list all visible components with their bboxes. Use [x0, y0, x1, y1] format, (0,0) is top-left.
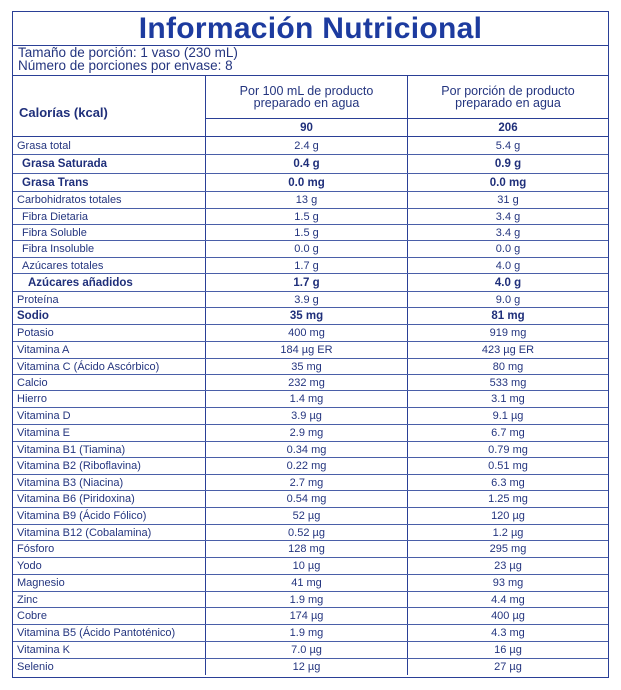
value-per-100ml: 0.0 g	[205, 241, 407, 257]
value-per-100ml: 1.4 mg	[205, 391, 407, 407]
value-per-serving: 80 mg	[407, 359, 608, 374]
value-per-serving: 31 g	[407, 192, 608, 208]
nutrient-label: Vitamina B12 (Cobalamina)	[17, 526, 152, 539]
nutrient-label: Sodio	[17, 310, 49, 322]
table-row	[13, 508, 608, 525]
table-row	[13, 274, 608, 292]
value-per-serving: 5.4 g	[407, 137, 608, 154]
value-per-100ml: 400 mg	[205, 325, 407, 341]
value-per-serving: 0.0 g	[407, 241, 608, 257]
table-row	[13, 558, 608, 575]
value-per-100ml: 2.9 mg	[205, 425, 407, 441]
table-row	[13, 209, 608, 225]
nutrient-label: Yodo	[17, 560, 42, 572]
value-per-serving: 6.7 mg	[407, 425, 608, 441]
nutrient-label: Fibra Dietaria	[22, 210, 89, 223]
table-row	[13, 425, 608, 442]
nutrient-label: Grasa total	[17, 139, 71, 152]
nutrient-label: Vitamina K	[17, 644, 70, 656]
value-per-100ml: 2.7 mg	[205, 475, 407, 490]
value-per-serving: 27 µg	[407, 659, 608, 675]
nutrient-label: Fibra Soluble	[22, 226, 87, 239]
value-per-100ml: 41 mg	[205, 575, 407, 591]
table-row	[13, 608, 608, 625]
nutrition-facts-panel	[12, 11, 609, 678]
table-row	[13, 458, 608, 475]
value-per-serving: 3.1 mg	[407, 391, 608, 407]
value-per-100ml: 174 µg	[205, 608, 407, 624]
table-row	[13, 391, 608, 408]
nutrient-table	[13, 137, 608, 675]
nutrient-label: Hierro	[17, 393, 47, 405]
nutrient-label: Vitamina B6 (Piridoxina)	[17, 493, 135, 505]
table-row	[13, 659, 608, 675]
page-title: Información Nutricional	[138, 12, 483, 45]
value-per-100ml: 0.34 mg	[205, 442, 407, 457]
value-per-serving: 23 µg	[407, 558, 608, 574]
nutrient-label: Vitamina B1 (Tiamina)	[17, 443, 126, 456]
table-row	[13, 155, 608, 174]
serving-info	[13, 45, 608, 75]
nutrient-label: Vitamina D	[17, 410, 71, 422]
value-per-serving: 81 mg	[407, 308, 608, 324]
value-per-serving: 400 µg	[407, 608, 608, 624]
value-per-100ml: 3.9 g	[205, 292, 407, 307]
value-per-100ml: 1.7 g	[205, 258, 407, 273]
value-per-serving: 9.1 µg	[407, 408, 608, 424]
value-per-serving: 93 mg	[407, 575, 608, 591]
nutrient-label: Vitamina A	[17, 344, 70, 356]
value-per-serving: 0.0 mg	[407, 174, 608, 191]
table-row	[13, 325, 608, 342]
table-row	[13, 241, 608, 258]
value-per-serving: 295 mg	[407, 541, 608, 557]
value-per-serving: 16 µg	[407, 642, 608, 658]
value-per-100ml: 1.5 g	[205, 225, 407, 240]
column-per-100ml	[205, 76, 407, 136]
value-per-100ml: 13 g	[205, 192, 407, 208]
table-row	[13, 359, 608, 375]
nutrient-label: Vitamina B9 (Ácido Fólico)	[17, 510, 147, 522]
value-per-100ml: 128 mg	[205, 541, 407, 557]
value-per-100ml: 3.9 µg	[205, 408, 407, 424]
table-row	[13, 174, 608, 192]
table-row	[13, 225, 608, 241]
table-header	[13, 75, 608, 137]
value-per-100ml: 0.52 µg	[205, 525, 407, 540]
value-per-100ml: 7.0 µg	[205, 642, 407, 658]
value-per-100ml: 10 µg	[205, 558, 407, 574]
nutrient-label: Azúcares totales	[22, 259, 104, 272]
nutrient-label: Carbohidratos totales	[17, 194, 122, 206]
value-per-serving: 9.0 g	[407, 292, 608, 307]
column-per-100ml-heading-line2: preparado en agua	[253, 96, 360, 110]
column-per-serving-heading-line1: Por porción de producto	[441, 84, 575, 98]
value-per-100ml: 1.5 g	[205, 209, 407, 224]
nutrient-label: Calcio	[17, 376, 48, 389]
table-row	[13, 575, 608, 592]
value-per-serving: 919 mg	[407, 325, 608, 341]
value-per-100ml: 232 mg	[205, 375, 407, 390]
table-row	[13, 342, 608, 359]
value-per-100ml: 1.9 mg	[205, 592, 407, 607]
value-per-100ml: 35 mg	[205, 359, 407, 374]
table-row	[13, 137, 608, 155]
nutrient-label: Vitamina B5 (Ácido Pantoténico)	[17, 627, 176, 639]
nutrient-label: Vitamina E	[17, 427, 70, 439]
nutrient-label: Grasa Trans	[22, 176, 89, 189]
table-row	[13, 592, 608, 608]
table-row	[13, 308, 608, 325]
table-row	[13, 491, 608, 508]
nutrient-label: Grasa Saturada	[22, 158, 108, 170]
table-row	[13, 258, 608, 274]
value-per-100ml: 0.22 mg	[205, 458, 407, 474]
value-per-serving: 4.0 g	[407, 274, 608, 291]
column-per-serving-heading-line2: preparado en agua	[455, 96, 561, 110]
nutrient-label: Proteína	[17, 293, 59, 306]
value-per-serving: 1.25 mg	[407, 491, 608, 507]
nutrient-label: Cobre	[17, 610, 47, 622]
column-per-100ml-heading	[206, 85, 407, 109]
column-per-100ml-heading-line1: Por 100 mL de producto	[239, 84, 374, 98]
value-per-100ml: 1.7 g	[205, 274, 407, 291]
value-per-100ml: 52 µg	[205, 508, 407, 524]
value-per-serving: 0.79 mg	[407, 442, 608, 457]
serving-size: Tamaño de porción: 1 vaso (230 mL)	[18, 45, 238, 60]
value-per-serving: 120 µg	[407, 508, 608, 524]
nutrient-label: Fósforo	[17, 543, 55, 555]
table-row	[13, 642, 608, 659]
table-row	[13, 292, 608, 308]
table-row	[13, 475, 608, 491]
value-per-serving: 4.0 g	[407, 258, 608, 273]
nutrient-label: Magnesio	[17, 577, 65, 589]
nutrient-label: Selenio	[17, 661, 54, 673]
nutrient-label: Fibra Insoluble	[22, 243, 95, 255]
value-per-serving: 3.4 g	[407, 209, 608, 224]
value-per-100ml: 2.4 g	[205, 137, 407, 154]
value-per-serving: 0.9 g	[407, 155, 608, 173]
nutrient-label: Zinc	[17, 593, 38, 606]
table-row	[13, 375, 608, 391]
value-per-serving: 3.4 g	[407, 225, 608, 240]
value-per-serving: 4.4 mg	[407, 592, 608, 607]
calories-per-100ml: 90	[206, 118, 407, 138]
value-per-100ml: 0.54 mg	[205, 491, 407, 507]
nutrient-label: Azúcares añadidos	[28, 276, 133, 289]
table-row	[13, 541, 608, 558]
table-row	[13, 525, 608, 541]
value-per-serving: 1.2 µg	[407, 525, 608, 540]
table-row	[13, 192, 608, 209]
servings-per-container: Número de porciones por envase: 8	[18, 57, 233, 73]
nutrient-label: Vitamina B2 (Riboflavina)	[17, 460, 141, 472]
value-per-100ml: 184 µg ER	[205, 342, 407, 358]
calories-label: Calorías (kcal)	[19, 105, 108, 120]
value-per-100ml: 0.4 g	[205, 155, 407, 173]
table-row	[13, 625, 608, 642]
value-per-serving: 6.3 mg	[407, 475, 608, 490]
value-per-100ml: 0.0 mg	[205, 174, 407, 191]
calories-per-serving: 206	[408, 118, 608, 138]
value-per-serving: 4.3 mg	[407, 625, 608, 641]
value-per-100ml: 12 µg	[205, 659, 407, 675]
column-per-serving	[407, 76, 608, 136]
value-per-serving: 0.51 mg	[407, 458, 608, 474]
table-row	[13, 442, 608, 458]
column-per-serving-heading	[408, 85, 608, 109]
value-per-100ml: 1.9 mg	[205, 625, 407, 641]
value-per-100ml: 35 mg	[205, 308, 407, 324]
nutrient-label: Potasio	[17, 327, 54, 339]
value-per-serving: 533 mg	[407, 375, 608, 390]
table-row	[13, 408, 608, 425]
nutrient-label: Vitamina B3 (Niacina)	[17, 476, 124, 489]
nutrient-label: Vitamina C (Ácido Ascórbico)	[17, 360, 160, 373]
value-per-serving: 423 µg ER	[407, 342, 608, 358]
